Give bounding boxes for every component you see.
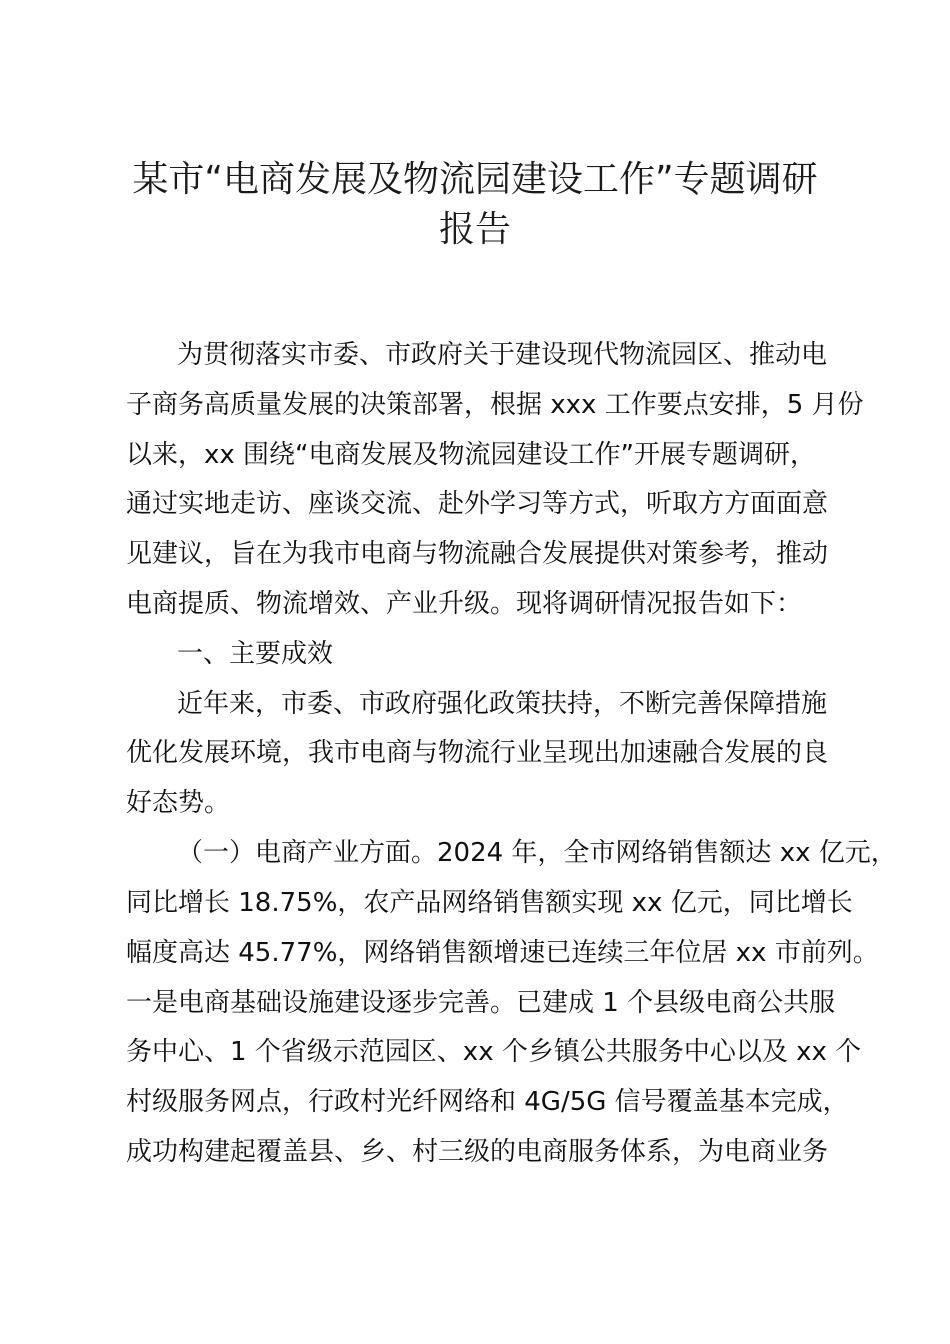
body-line-1: 为贯彻落实市委、市政府关于建设现代物流园区、推动电 bbox=[177, 340, 828, 370]
body-line-15: 务中心、1 个省级示范园区、xx 个乡镇公共服务中心以及 xx 个 bbox=[126, 1037, 862, 1067]
body-line-5: 见建议，旨在为我市电商与物流融合发展提供对策参考，推动 bbox=[126, 539, 829, 569]
body-line-6: 电商提质、物流增效、产业升级。现将调研情况报告如下： bbox=[126, 589, 803, 619]
section-heading-1: 一、主要成效 bbox=[177, 639, 334, 669]
body-line-13: 幅度高达 45.77%，网络销售额增速已连续三年位居 xx 市前列。 bbox=[126, 938, 879, 968]
document-title-line-1: 某市“电商发展及物流园建设工作”专题调研 bbox=[132, 159, 818, 200]
body-line-4: 通过实地走访、座谈交流、赴外学习等方式，听取方方面面意 bbox=[126, 489, 829, 519]
subsection-line-1: （一）电商产业方面。2024 年，全市网络销售额达 xx 亿元， bbox=[177, 838, 897, 868]
body-line-12: 同比增长 18.75%，农产品网络销售额实现 xx 亿元，同比增长 bbox=[126, 888, 853, 918]
body-line-16: 村级服务网点，行政村光纤网络和 4G/5G 信号覆盖基本完成， bbox=[126, 1087, 849, 1117]
body-line-8: 近年来，市委、市政府强化政策扶持，不断完善保障措施 bbox=[177, 689, 828, 719]
body-line-17: 成功构建起覆盖县、乡、村三级的电商服务体系，为电商业务 bbox=[126, 1137, 829, 1167]
body-line-9: 优化发展环境，我市电商与物流行业呈现出加速融合发展的良 bbox=[126, 738, 829, 768]
body-line-14: 一是电商基础设施建设逐步完善。已建成 1 个县级电商公共服 bbox=[126, 988, 836, 1018]
document-title-line-2: 报告 bbox=[438, 209, 511, 250]
body-line-10: 好态势。 bbox=[126, 788, 231, 818]
body-line-3: 以来，xx 围绕“电商发展及物流园建设工作”开展专题调研， bbox=[126, 440, 816, 470]
body-line-2: 子商务高质量发展的决策部署，根据 xxx 工作要点安排，5 月份 bbox=[126, 390, 864, 420]
